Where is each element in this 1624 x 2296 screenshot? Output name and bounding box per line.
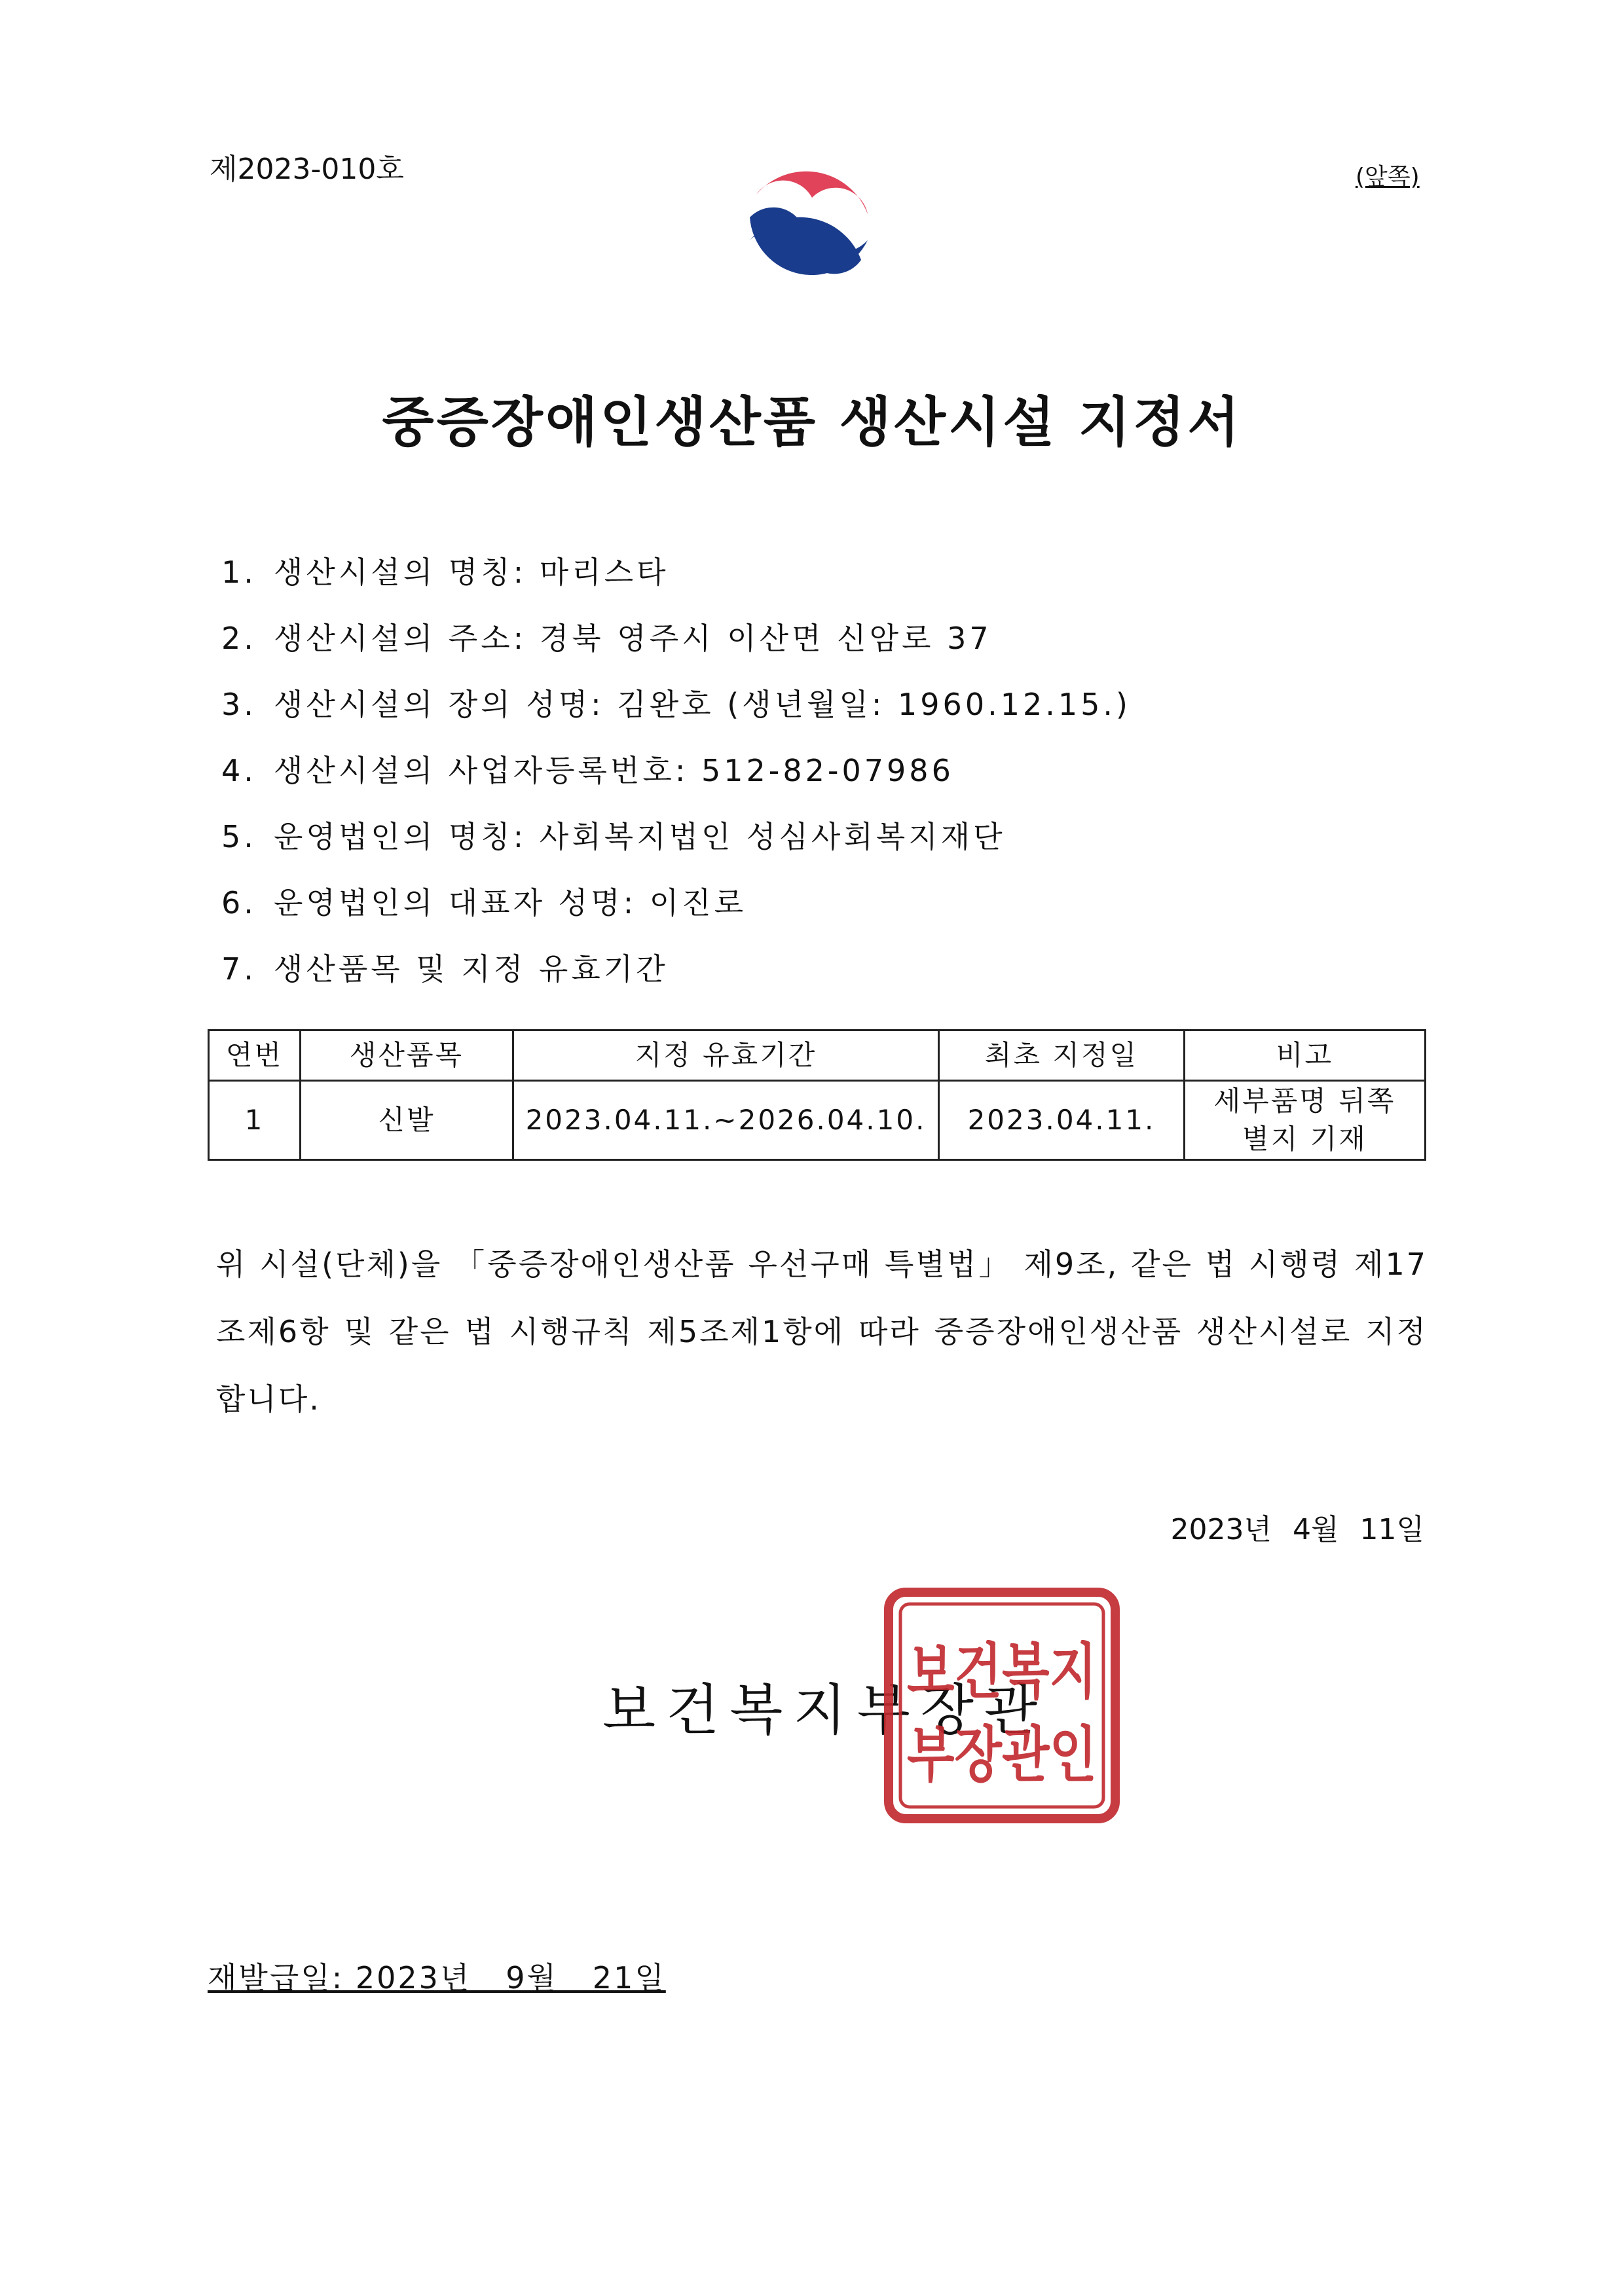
header-product: 생산품목 [301, 1030, 513, 1081]
seal-line-1: 보건복지 [907, 1637, 1097, 1707]
cell-product: 신발 [301, 1081, 513, 1160]
issue-date: 2023년 4월 11일 [1170, 1513, 1424, 1546]
list-item: 6. 운영법인의 대표자 성명: 이진로 [221, 885, 747, 920]
list-item: 7. 생산품목 및 지정 유효기간 [221, 951, 669, 987]
list-item: 2. 생산시설의 주소: 경북 영주시 이산면 신암로 37 [221, 621, 992, 656]
reissue-date: 재발급일: 2023년 9월 21일 [208, 1960, 666, 1995]
product-table [208, 1029, 1426, 1161]
table-header-row [209, 1030, 1426, 1081]
header-period: 지정 유효기간 [513, 1030, 939, 1081]
cell-period: 2023.04.11.~2026.04.10. [513, 1081, 939, 1160]
list-item: 5. 운영법인의 명칭: 사회복지법인 성심사회복지재단 [221, 819, 1006, 854]
list-item: 1. 생산시설의 명칭: 마리스타 [221, 555, 669, 590]
issuer-name: 보건복지부장관 [602, 1678, 1048, 1742]
cell-no: 1 [209, 1081, 301, 1160]
official-seal-stamp [881, 1584, 1123, 1827]
seal-line-2: 부장관인 [907, 1720, 1097, 1790]
designation-paragraph: 위 시설(단체)을 「중증장애인생산품 우선구매 특별법」 제9조, 같은 법 시행령 제17조제6항 및 같은 법 시행규칙 제5조제1항에 따라 중증장애인생산품 생산시설로 지정합니다. [216, 1247, 1428, 1417]
cell-first-date: 2023.04.11. [939, 1081, 1185, 1160]
list-item: 4. 생산시설의 사업자등록번호: 512-82-07986 [221, 753, 954, 788]
header-first-date: 최초 지정일 [939, 1030, 1185, 1081]
cell-note: 세부품명 뒤쪽 별지 기재 [1185, 1081, 1426, 1160]
front-side-label: (앞쪽) [1356, 164, 1420, 191]
header-note: 비고 [1185, 1030, 1426, 1081]
table-row [209, 1081, 1426, 1160]
document-title: 중증장애인생산품 생산시설 지정서 [382, 392, 1242, 454]
document-number: 제2023-010호 [210, 153, 404, 186]
header-no: 연번 [209, 1030, 301, 1081]
info-list [221, 549, 1131, 1011]
list-item: 3. 생산시설의 장의 성명: 김완호 (생년월일: 1960.12.15.) [221, 687, 1131, 722]
taegeuk-emblem-icon [727, 145, 891, 309]
